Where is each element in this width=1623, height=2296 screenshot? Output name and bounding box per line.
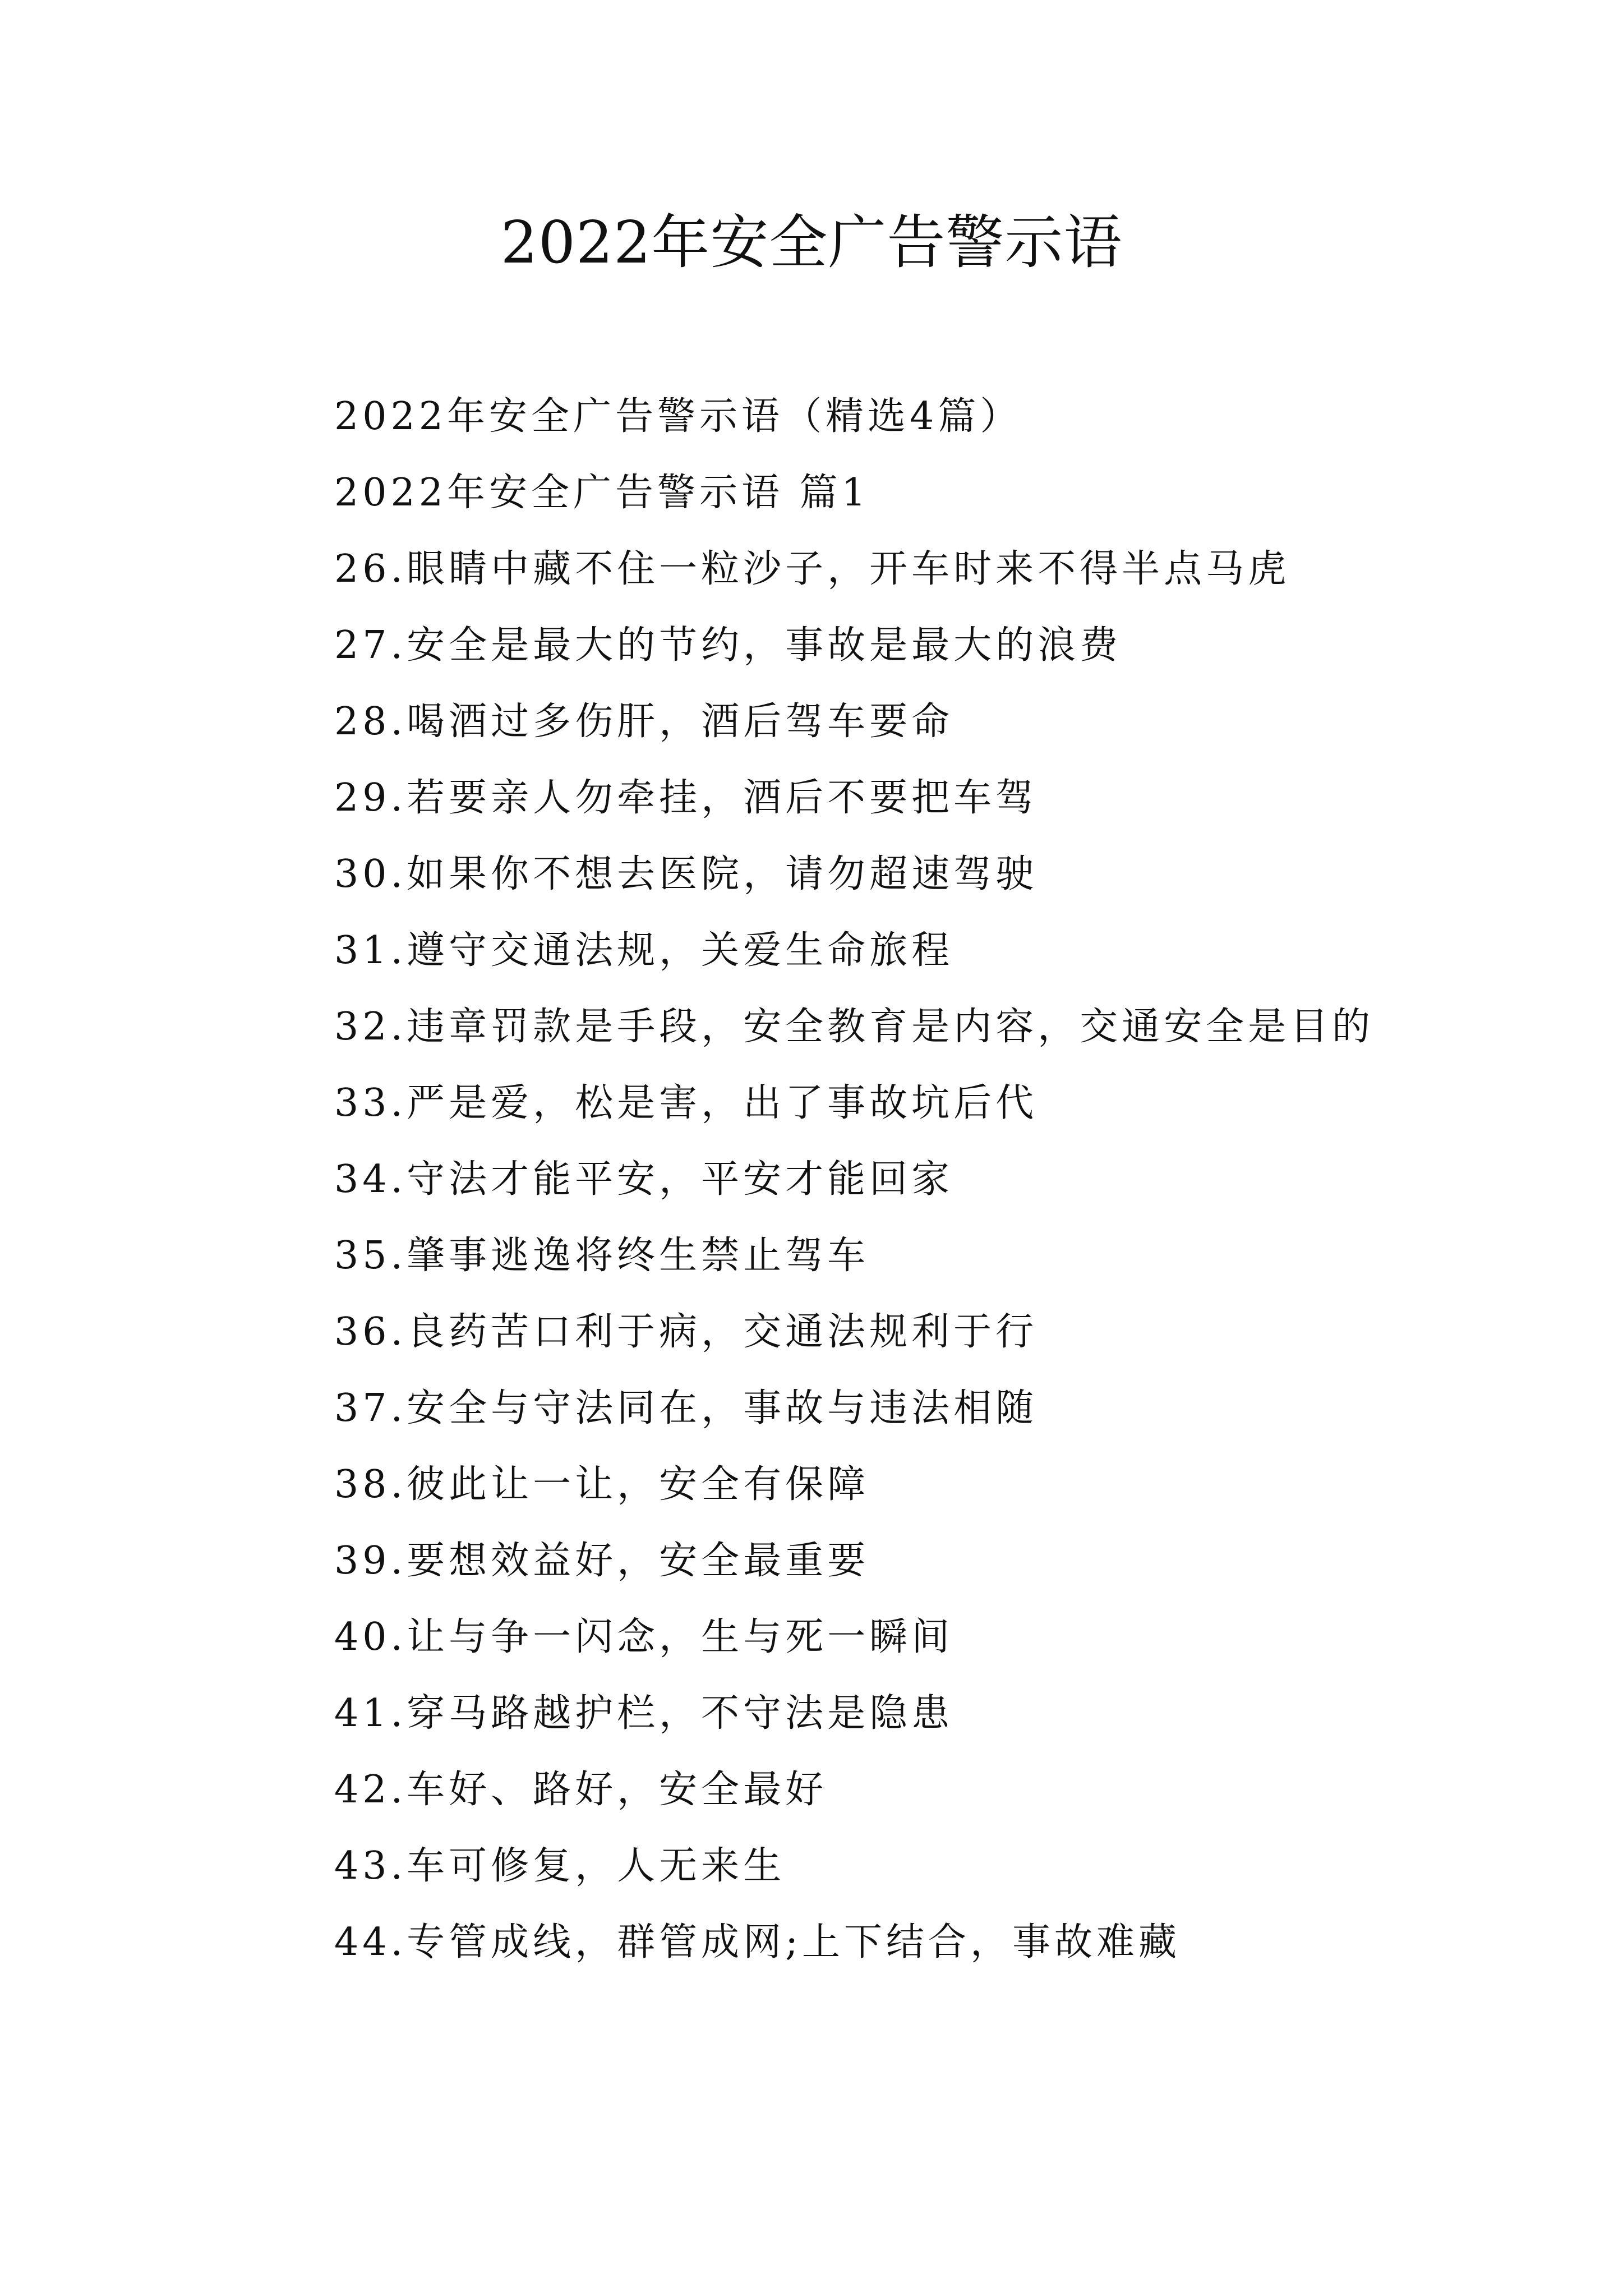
slogan-item-26: 26.眼睛中藏不住一粒沙子，开车时来不得半点马虎 [334,547,1290,591]
slogan-item-31: 31.遵守交通法规，关爱生命旅程 [334,928,954,973]
document-subtitle: 2022年安全广告警示语（精选4篇） [334,394,1022,439]
slogan-item-28: 28.喝酒过多伤肝，酒后驾车要命 [334,700,954,744]
slogan-item-30: 30.如果你不想去医院，请勿超速驾驶 [334,852,1038,896]
slogan-item-29: 29.若要亲人勿牵挂，酒后不要把车驾 [334,776,1038,820]
slogan-item-39: 39.要想效益好，安全最重要 [334,1539,870,1583]
document-title: 2022年安全广告警示语 [500,208,1123,277]
slogan-item-41: 41.穿马路越护栏，不守法是隐患 [334,1691,954,1736]
slogan-item-40: 40.让与争一闪念，生与死一瞬间 [334,1615,954,1659]
document-body [247,379,1380,1981]
slogan-item-38: 38.彼此让一让，安全有保障 [334,1462,870,1507]
slogan-item-27: 27.安全是最大的节约，事故是最大的浪费 [334,623,1122,668]
slogan-item-36: 36.良药苦口利于病，交通法规利于行 [334,1310,1038,1354]
slogan-item-37: 37.安全与守法同在，事故与违法相随 [334,1386,1038,1430]
slogan-item-43: 43.车可修复，人无来生 [334,1844,786,1888]
slogan-item-33: 33.严是爱，松是害，出了事故坑后代 [334,1081,1038,1125]
slogan-item-44: 44.专管成线，群管成网;上下结合，事故难藏 [334,1920,1181,1964]
section-heading: 2022年安全广告警示语 篇1 [334,471,870,515]
slogan-item-32: 32.违章罚款是手段，安全教育是内容，交通安全是目的 [334,1005,1375,1049]
slogan-item-34: 34.守法才能平安，平安才能回家 [334,1157,954,1202]
slogan-item-42: 42.车好、路好，安全最好 [334,1768,828,1812]
slogan-item-35: 35.肇事逃逸将终生禁止驾车 [334,1234,870,1278]
